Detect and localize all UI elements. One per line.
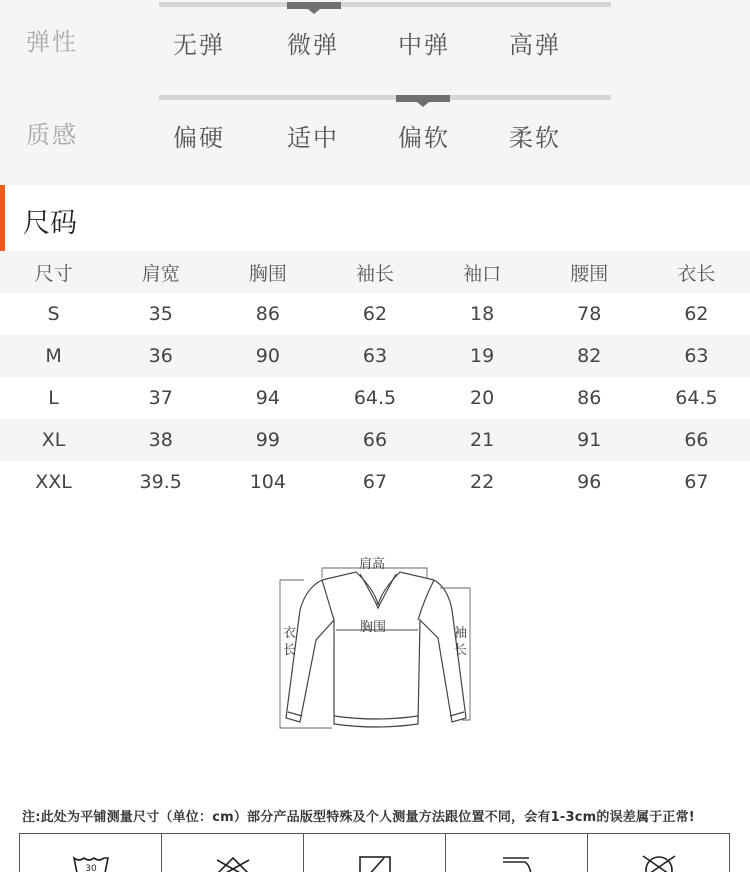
care-icons-strip (19, 833, 730, 872)
table-cell: 90 (214, 335, 321, 377)
length-label: 长 (283, 643, 297, 658)
texture-label: 质感 (26, 121, 78, 149)
table-cell: 19 (429, 335, 536, 377)
table-cell: 64.5 (353, 387, 397, 409)
texture-option: 柔软 (509, 124, 561, 152)
sleeve-label: 长 (454, 643, 468, 658)
table-cell: 18 (470, 303, 495, 325)
table-cell: XL (0, 419, 107, 461)
table-cell: M (0, 335, 107, 377)
table-row (0, 377, 750, 419)
shoulder-label: 肩高 (359, 557, 386, 572)
table-cell: 37 (148, 387, 173, 409)
table-cell: 20 (470, 387, 495, 409)
sleeve-label: 袖 (454, 626, 468, 641)
table-cell: 67 (684, 471, 709, 493)
elasticity-option: 中弹 (398, 31, 450, 59)
table-cell: 86 (577, 387, 602, 409)
elasticity-option: 高弹 (509, 31, 561, 59)
table-row (0, 335, 750, 377)
table-cell: 99 (214, 419, 321, 461)
table-cell: 91 (536, 419, 643, 461)
header-cell: 袖口 (429, 251, 536, 293)
no-bleach-icon (209, 854, 257, 872)
table-cell: XXL (35, 471, 72, 493)
texture-marker (396, 95, 450, 102)
header-cell: 衣长 (643, 251, 750, 293)
table-cell: 22 (470, 471, 495, 493)
care-cell (304, 834, 446, 872)
table-header-row (0, 251, 750, 293)
wash-30-icon (71, 854, 111, 872)
table-cell: 63 (321, 335, 428, 377)
table-cell: 36 (107, 335, 214, 377)
table-cell: 96 (577, 471, 602, 493)
care-cell (588, 834, 729, 872)
texture-option: 适中 (287, 124, 339, 152)
section-title: 尺码 (23, 208, 77, 239)
table-cell: 39.5 (139, 471, 182, 493)
care-cell (20, 834, 162, 872)
table-cell: 64.5 (675, 387, 718, 409)
size-table (0, 251, 750, 503)
attribute-panel (0, 0, 750, 185)
elasticity-option: 微弹 (287, 31, 339, 59)
texture-track (159, 95, 611, 100)
texture-option: 偏软 (398, 124, 450, 152)
table-cell: S (47, 303, 60, 325)
sweater-outline-icon (270, 550, 480, 735)
header-cell: 肩宽 (107, 251, 214, 293)
table-cell: 66 (321, 419, 428, 461)
elasticity-track (159, 2, 611, 7)
length-label: 衣 (283, 626, 297, 641)
header-cell: 胸围 (214, 251, 321, 293)
header-cell: 腰围 (536, 251, 643, 293)
table-row (0, 461, 750, 503)
table-cell: 94 (255, 387, 280, 409)
header-cell: 袖长 (321, 251, 428, 293)
table-cell: 38 (107, 419, 214, 461)
size-section-header (0, 185, 750, 251)
table-row (0, 293, 750, 335)
elasticity-option: 无弹 (173, 31, 225, 59)
table-cell: 78 (577, 303, 602, 325)
header-cell: 尺寸 (0, 251, 107, 293)
drip-dry-icon (358, 854, 392, 872)
no-tumble-dry-icon (637, 854, 681, 872)
wash-temp: 30 (84, 864, 97, 872)
texture-row (0, 88, 750, 178)
elasticity-row (0, 0, 750, 85)
iron-icon (499, 854, 535, 872)
table-cell: 62 (684, 303, 709, 325)
care-cell (162, 834, 304, 872)
table-cell: L (48, 387, 59, 409)
table-cell: 35 (148, 303, 173, 325)
table-cell: 67 (362, 471, 388, 493)
elasticity-marker (287, 2, 341, 9)
elasticity-label: 弹性 (26, 28, 78, 56)
table-row (0, 419, 750, 461)
table-cell: 62 (362, 303, 388, 325)
table-cell: 63 (643, 335, 750, 377)
table-cell: 66 (643, 419, 750, 461)
care-cell (446, 834, 588, 872)
texture-option: 偏硬 (173, 124, 225, 152)
measurement-diagram (270, 550, 480, 735)
chest-label: 胸围 (360, 620, 387, 635)
table-cell: 21 (429, 419, 536, 461)
table-cell: 82 (536, 335, 643, 377)
table-cell: 86 (255, 303, 280, 325)
table-cell: 104 (249, 471, 286, 493)
accent-bar (0, 185, 5, 251)
measurement-note: 注:此处为平铺测量尺寸（单位：cm）部分产品版型特殊及个人测量方法跟位置不同，会有1-3cm的误差属于正常! (22, 810, 695, 825)
